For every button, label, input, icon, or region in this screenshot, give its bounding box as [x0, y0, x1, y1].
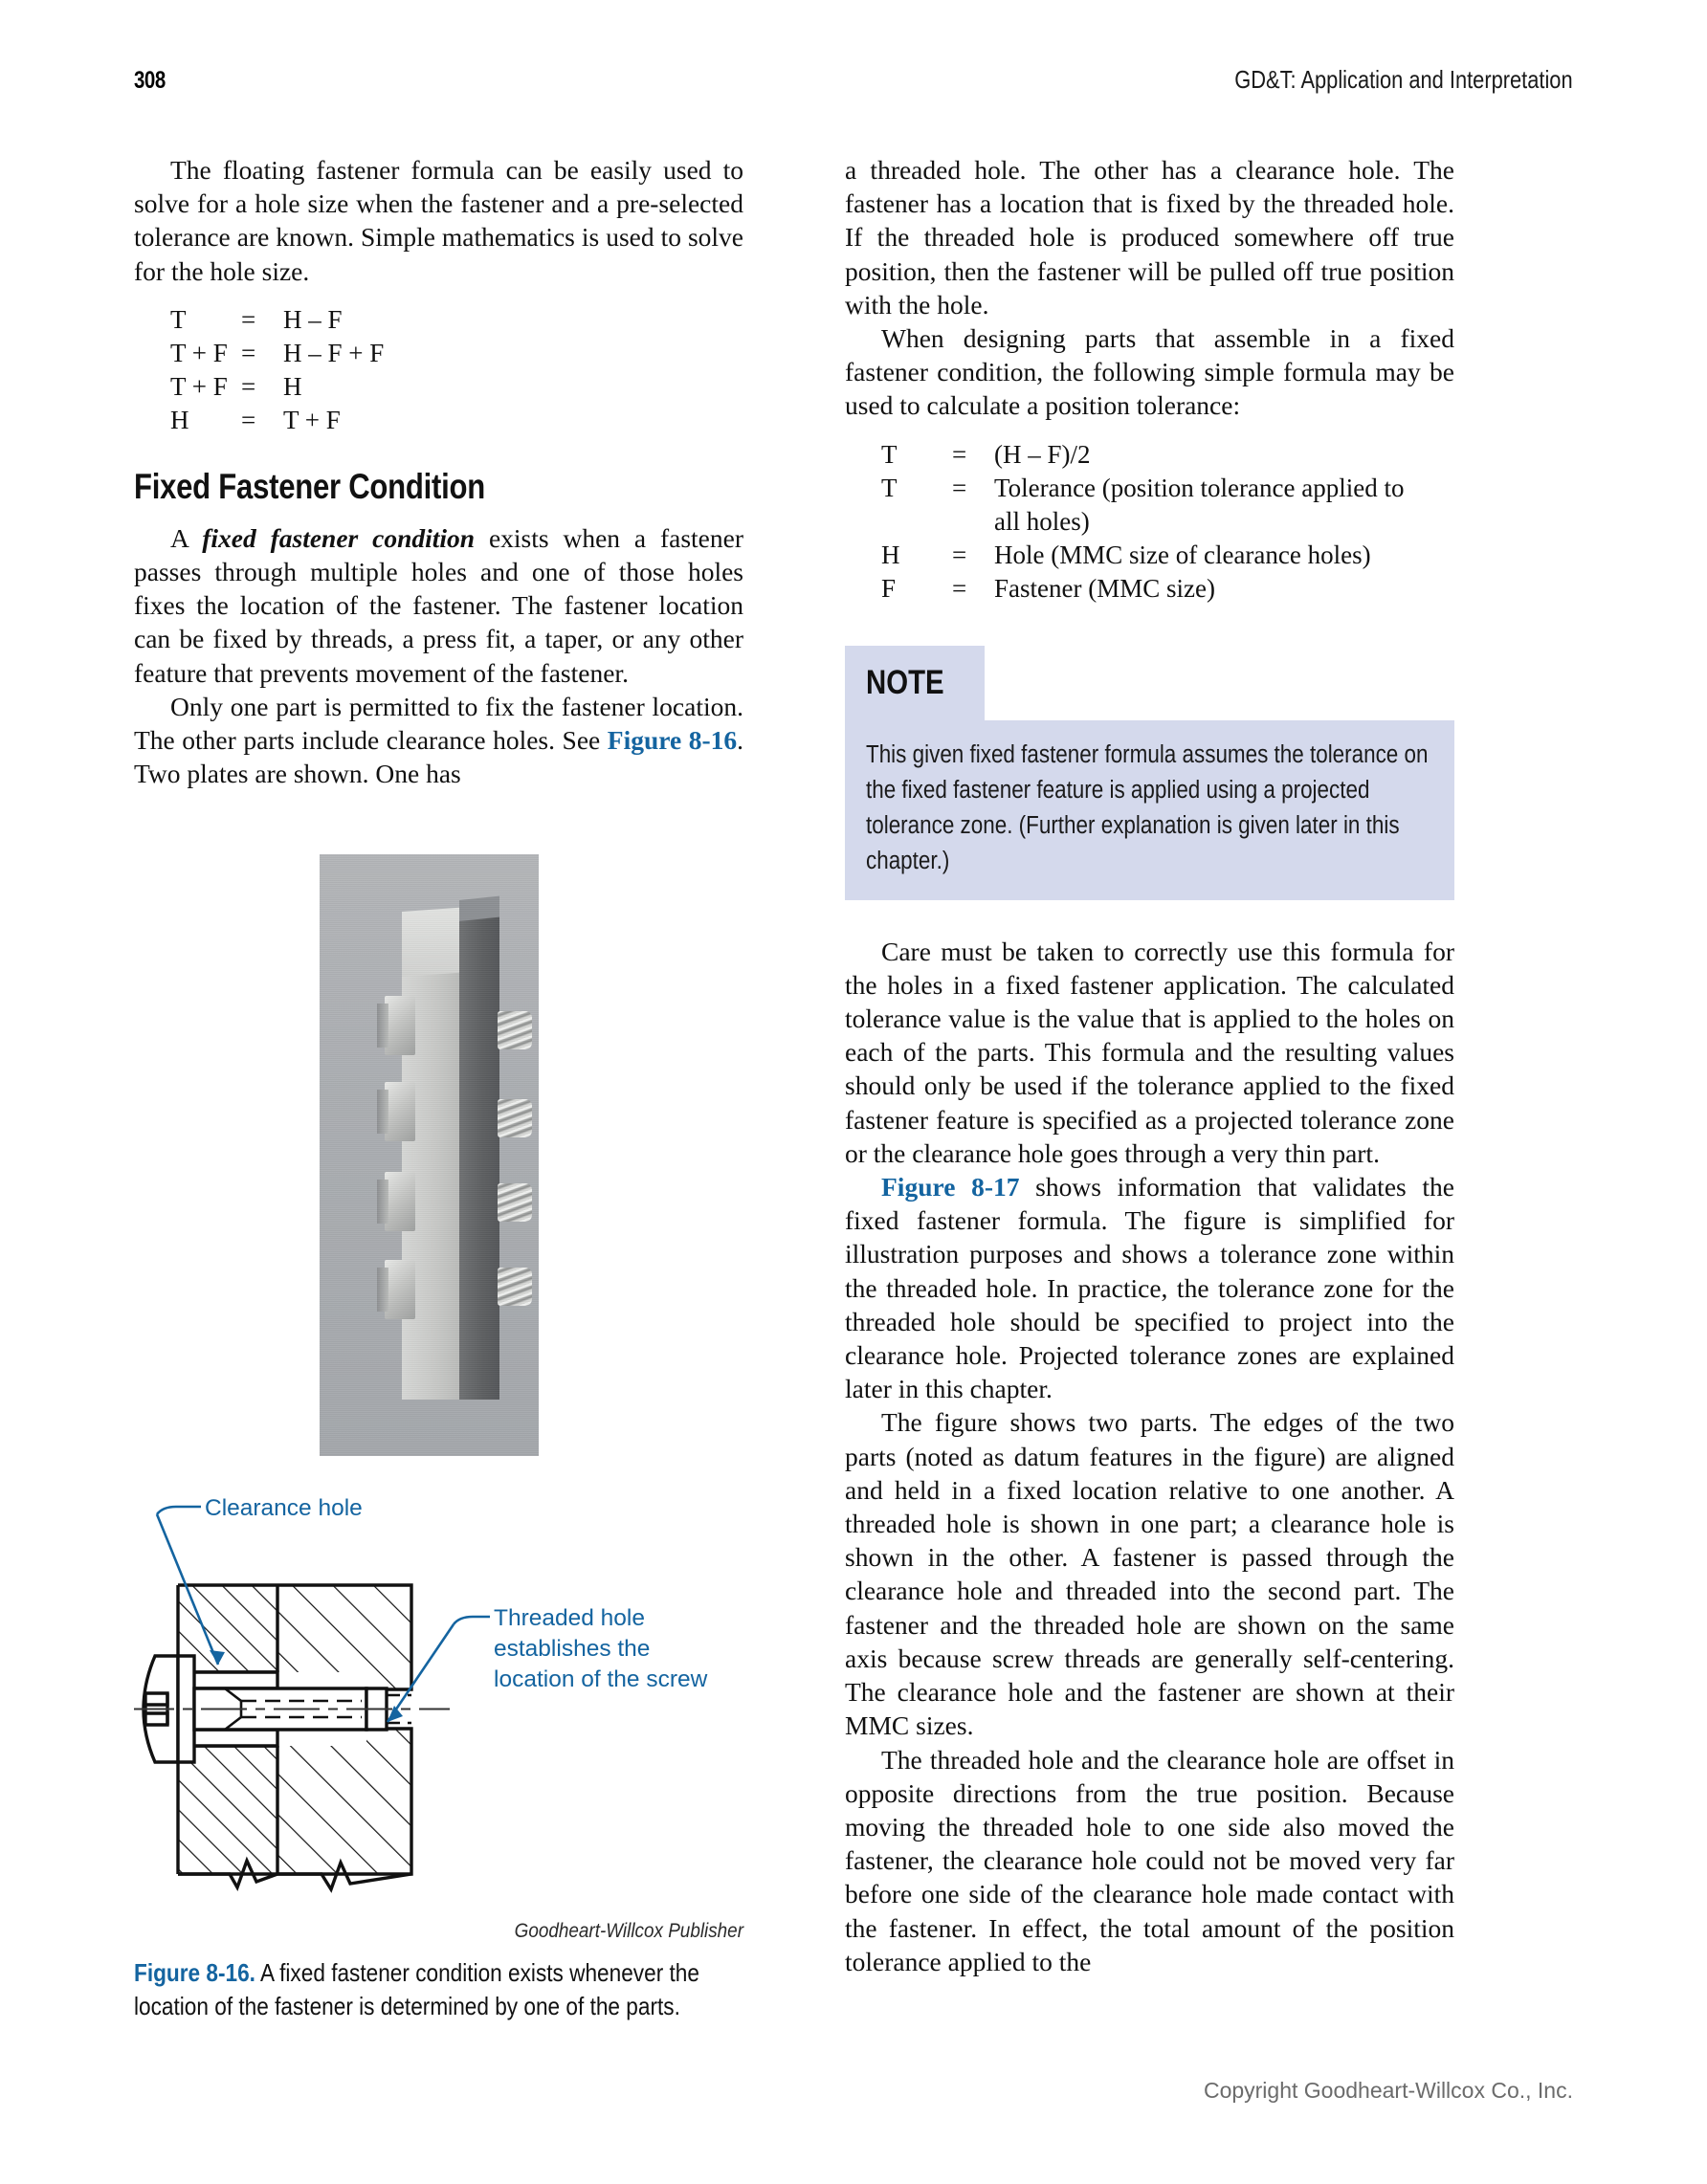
photo-light-plate-top-face: [402, 908, 459, 977]
paragraph-one-part-fixes: [134, 690, 743, 791]
paragraph-threaded-hole-intro: a threaded hole. The other has a clearance hole. The fastener has a location that is fixed by the threaded hole. If the threaded hole is produced somewhere off true position, then the fastener will be pulled off true position with the hole.: [845, 155, 1454, 320]
formula-value: T + F: [283, 405, 341, 434]
callout-threaded-hole-line-2: establishes the: [494, 1636, 651, 1662]
figure-credit: Goodheart-Willcox Publisher: [514, 1920, 743, 1942]
fixed-fastener-formula: [845, 438, 1454, 606]
formula-row: [170, 303, 743, 337]
photo-nut: [385, 1172, 415, 1231]
formula-value: Fastener (MMC size): [994, 573, 1215, 603]
formula-value: Hole (MMC size of clearance holes): [994, 540, 1371, 569]
left-column: [134, 153, 743, 790]
photo-dark-plate-top-face: [459, 896, 499, 921]
formula-row: [170, 337, 743, 370]
formula-equals: =: [241, 338, 256, 367]
figure-caption-label: Figure 8-16.: [134, 1958, 255, 1987]
formula-equals: =: [241, 304, 256, 334]
paragraph-two-parts: The figure shows two parts. The edges of the two parts (noted as datum features in the figure) are aligned and held in a fixed location relative to one another. A threaded hole is shown in one part; a clearance hole is shown in the other. A fastener is passed through the clearance hole and threaded into the second part. The fastener and the threaded hole are shown on the same axis because screw threads are generally self-centering. The clearance hole and the fastener are shown at their MMC sizes.: [845, 1407, 1454, 1741]
photo-nut: [385, 1260, 415, 1319]
formula-symbol: T + F: [170, 338, 228, 367]
photo-bolt-thread: [498, 1268, 532, 1306]
formula-value-continuation: all holes): [994, 506, 1090, 536]
note-box: [845, 646, 1454, 900]
photo-bolt-thread: [498, 1099, 532, 1137]
formula-symbol: T + F: [170, 371, 228, 401]
formula-row: [881, 572, 1454, 606]
paragraph-care-must-be-taken: Care must be taken to correctly use this formula for the holes in a fixed fastener application. The calculated tolerance value is the value that is applied to the holes on each of the parts. This formula and the resulting values should only be used if the tolerance applied to the fixed fastener feature is specified as a projected tolerance zone or the clearance hole goes through a very thin part.: [845, 936, 1454, 1168]
para4-rest: shows information that validates the fixed fastener formula. The figure is simplified for illustration purposes and shows a tolerance zone within the threaded hole. In practice, the tolerance zone for the threaded hole should be specified to project into the clearance hole. Projected tolerance zones are explained later in this chapter.: [845, 1172, 1455, 1404]
note-tab-label: NOTE: [866, 663, 944, 701]
formula-value: (H – F)/2: [994, 439, 1091, 469]
figure-reference-8-17[interactable]: Figure 8-17: [881, 1172, 1020, 1202]
figure-line-drawing: [134, 1468, 743, 1918]
copyright-footer: Copyright Goodheart-Willcox Co., Inc.: [1203, 2078, 1573, 2103]
right-column: [845, 153, 1454, 1978]
callout-threaded-hole-line-1: Threaded hole: [494, 1605, 646, 1631]
formula-symbol: H: [170, 405, 189, 434]
definition-rest: exists when a fastener passes through multiple holes and one of those holes fixes the location of the fastener. The fastener location can be fixed by threads, a press fit, a taper, or any other feature that prevents movement of the fastener.: [134, 522, 744, 688]
section-heading: Fixed Fastener Condition: [134, 466, 485, 506]
callout-threaded-hole-line-3: location of the screw: [494, 1666, 708, 1692]
figure-caption: [134, 1956, 743, 2023]
paragraph-position-tolerance-intro: When designing parts that assemble in a fixed fastener condition, the following simple formula may be used to calculate a position tolerance:: [845, 323, 1454, 421]
formula-equals: =: [241, 371, 256, 401]
figure-photograph: [320, 854, 539, 1456]
callout-clearance-hole-label: Clearance hole: [205, 1495, 363, 1521]
formula-value: H – F: [283, 304, 343, 334]
formula-equals: =: [952, 573, 967, 603]
formula-equals: =: [952, 439, 967, 469]
formula-row: [881, 472, 1454, 505]
note-body: [845, 720, 1454, 900]
running-head: [134, 67, 1573, 99]
formula-symbol: T: [881, 439, 898, 469]
formula-symbol: T: [881, 473, 898, 502]
photo-light-plate: [402, 912, 459, 1400]
running-title: GD&T: Application and Interpretation: [1234, 65, 1573, 94]
paragraph-floating-formula-intro: The floating fastener formula can be easily used to solve for a hole size when the fastener and a pre-selected tolerance are known. Simple mathematics is used to solve for the hole size.: [134, 155, 743, 286]
figure-reference-8-16[interactable]: Figure 8-16: [607, 725, 738, 756]
formula-symbol: F: [881, 573, 897, 603]
formula-value: H: [283, 371, 302, 401]
formula-symbol: H: [881, 540, 900, 569]
formula-symbol: T: [170, 304, 187, 334]
formula-equals: =: [241, 405, 256, 434]
formula-value: H – F + F: [283, 338, 385, 367]
note-tab: [845, 646, 985, 720]
paragraph-fixed-fastener-definition: [134, 521, 743, 690]
figure-caption-text: A fixed fastener condition exists whenever the location of the fastener is determined by one of the parts.: [134, 1958, 699, 2020]
para3-part-b: . Two plates are shown. One has: [134, 725, 743, 789]
formula-row: [881, 438, 1454, 472]
photo-bolt-thread: [498, 1011, 532, 1049]
photo-dark-plate: [459, 912, 499, 1400]
note-text: This given fixed fastener formula assumes the tolerance on the fixed fastener feature is applied using a projected tolerance zone. (Further explanation is given later in this chapter.): [866, 740, 1429, 874]
formula-row: [170, 404, 743, 437]
photo-nut: [385, 996, 415, 1055]
formula-equals: =: [952, 473, 967, 502]
definition-term: fixed fastener condition: [202, 522, 476, 553]
formula-equals: =: [952, 540, 967, 569]
formula-value: Tolerance (position tolerance applied to: [994, 473, 1405, 502]
floating-fastener-formula: [134, 303, 743, 437]
definition-lead: A: [170, 522, 203, 553]
callout-threaded-hole: [388, 1605, 708, 1722]
paragraph-figure-8-17: [845, 1170, 1454, 1405]
formula-row: [881, 539, 1454, 572]
para3-part-a: Only one part is permitted to fix the fastener location. The other parts include clearance holes. See: [134, 691, 743, 756]
page-number: 308: [134, 67, 166, 94]
photo-bolt-thread: [498, 1183, 532, 1222]
paragraph-offset-opposite: The threaded hole and the clearance hole are offset in opposite directions from the true position. Because moving the threaded hole to one side also moved the fastener, the clearance hole could not be moved very far before one side of the clearance hole made contact with the fastener. In effect, the total amount of the position tolerance applied to the: [845, 1744, 1454, 1976]
photo-nut: [385, 1082, 415, 1141]
formula-row: [170, 370, 743, 404]
